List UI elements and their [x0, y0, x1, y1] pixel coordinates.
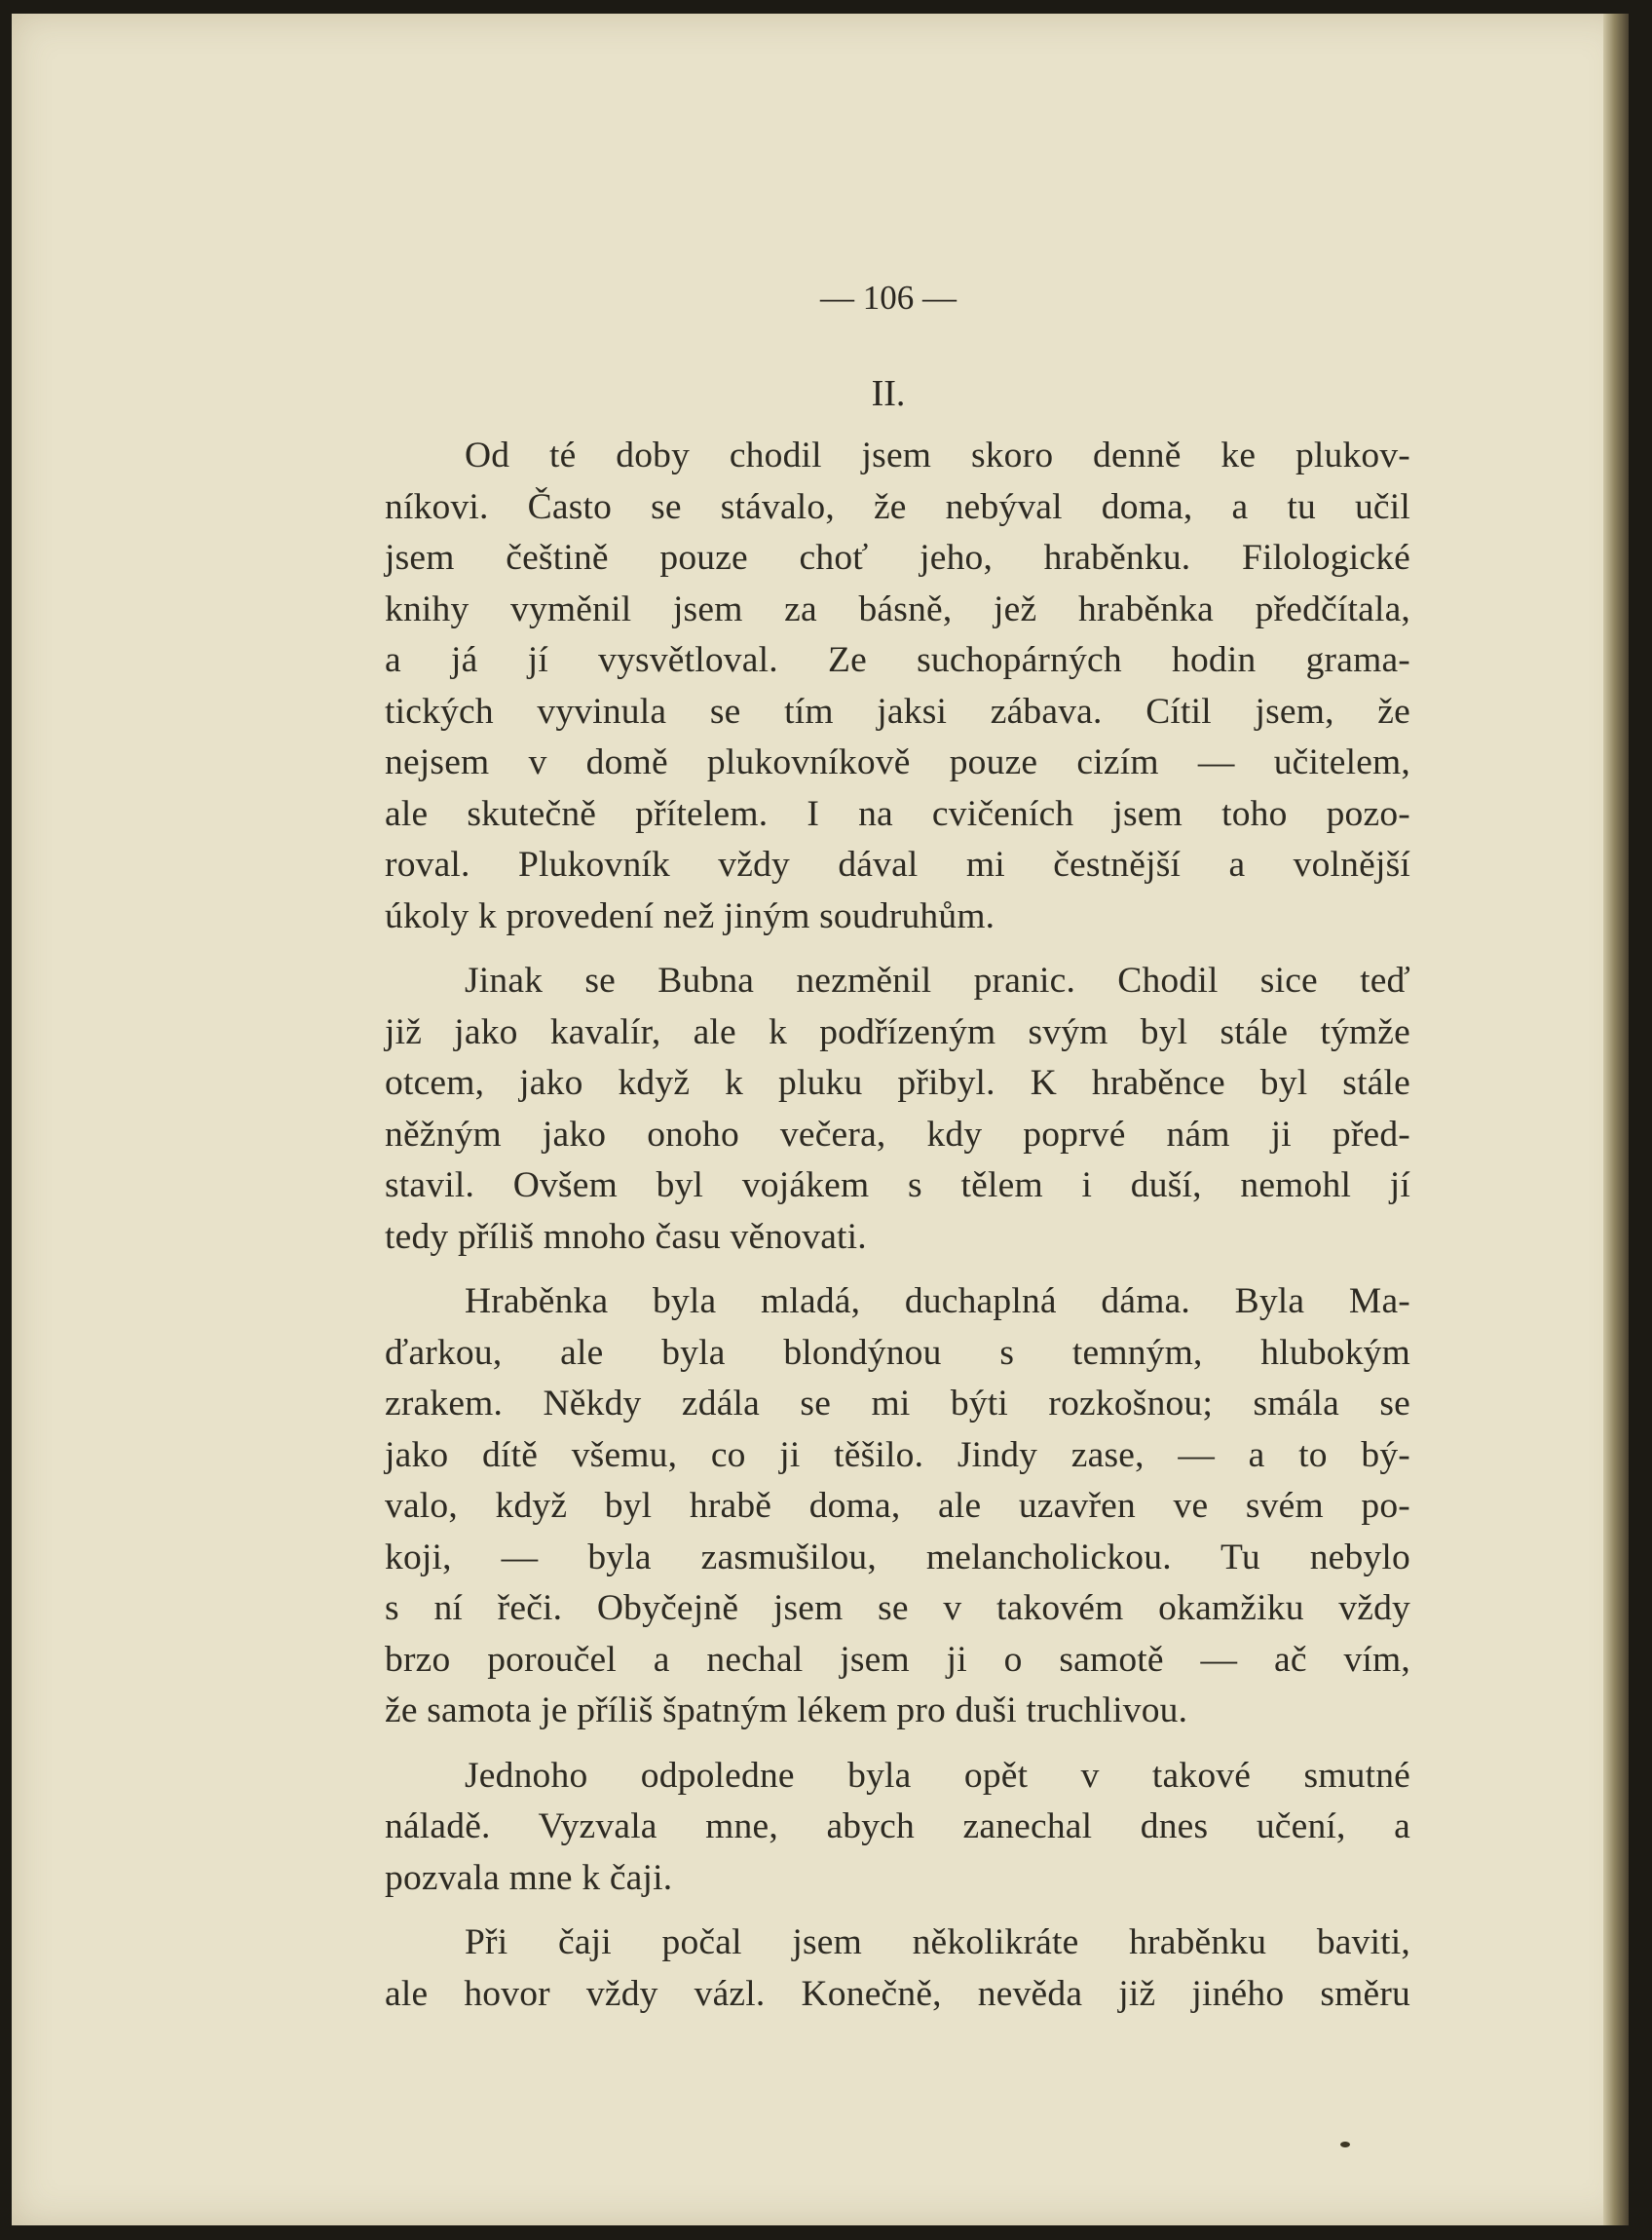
text-line: jsem češtině pouze choť jeho, hraběnku. Filologické: [385, 538, 1410, 578]
text-line: Při čaji počal jsem několikráte hraběnku baviti,: [465, 1922, 1410, 1962]
text-line: ďarkou, ale byla blondýnou s temným, hlubokým: [385, 1332, 1410, 1373]
text-line: otcem, jako když k pluku přibyl. K hraběnce byl stále: [385, 1063, 1410, 1103]
text-line: Hraběnka byla mladá, duchaplná dáma. Byla Ma-: [465, 1281, 1410, 1321]
text-line: s ní řeči. Obyčejně jsem se v takovém okamžiku vždy: [385, 1588, 1410, 1628]
text-line: stavil. Ovšem byl vojákem s tělem i duší, nemohl jí: [385, 1165, 1410, 1205]
text-line: koji, — byla zasmušilou, melancholickou. Tu nebylo: [385, 1537, 1410, 1577]
text-line: pozvala mne k čaji.: [385, 1857, 673, 1898]
chapter-heading: II.: [871, 373, 906, 414]
paragraph: [385, 431, 1410, 942]
text-line: náladě. Vyzvala mne, abych zanechal dnes učení, a: [385, 1806, 1410, 1846]
paragraph: [385, 1917, 1410, 2020]
page-number: — 106 —: [820, 279, 957, 317]
text-line: ale skutečně přítelem. I na cvičeních jsem toho pozo-: [385, 793, 1410, 834]
paragraph: [385, 1276, 1410, 1737]
text-line: již jako kavalír, ale k podřízeným svým byl stále týmže: [385, 1011, 1410, 1052]
text-line: valo, když byl hrabě doma, ale uzavřen ve svém po-: [385, 1486, 1410, 1526]
text-line: tických vyvinula se tím jaksi zábava. Cítil jsem, že: [385, 691, 1410, 732]
paragraph: [385, 956, 1410, 1263]
text-line: že samota je příliš špatným lékem pro duši truchlivou.: [385, 1690, 1188, 1730]
text-line: ale hovor vždy vázl. Konečně, nevěda již jiného směru: [385, 1973, 1410, 2014]
text-line: Jinak se Bubna nezměnil pranic. Chodil sice teď: [465, 961, 1410, 1001]
text-line: a já jí vysvětloval. Ze suchopárných hodin grama-: [385, 640, 1410, 680]
text-line: úkoly k provedení než jiným soudruhům.: [385, 895, 995, 936]
text-line: tedy příliš mnoho času věnovati.: [385, 1216, 867, 1257]
text-line: jako dítě všemu, co ji těšilo. Jindy zase, — a to bý-: [385, 1434, 1410, 1475]
text-line: Od té doby chodil jsem skoro denně ke plukov-: [465, 436, 1410, 475]
text-line: knihy vyměnil jsem za básně, jež hraběnka předčítala,: [385, 588, 1410, 629]
paragraph: [385, 1751, 1410, 1905]
text-line: níkovi. Často se stávalo, že nebýval doma, a tu učil: [385, 486, 1410, 527]
text-line: zrakem. Někdy zdála se mi býti rozkošnou; smála se: [385, 1384, 1410, 1424]
page-gutter: [1603, 14, 1629, 2225]
text-line: nejsem v domě plukovníkově pouze cizím — učitelem,: [385, 742, 1410, 782]
body-text: [385, 431, 1410, 2033]
paper-speck: [1340, 2142, 1350, 2147]
text-line: roval. Plukovník vždy dával mi čestnější a volnější: [385, 845, 1410, 885]
book-page: [12, 14, 1629, 2225]
text-line: Jednoho odpoledne byla opět v takové smutné: [465, 1755, 1410, 1796]
text-line: brzo poroučel a nechal jsem ji o samotě — ač vím,: [385, 1639, 1410, 1680]
text-line: něžným jako onoho večera, kdy poprvé nám ji před-: [385, 1114, 1410, 1155]
